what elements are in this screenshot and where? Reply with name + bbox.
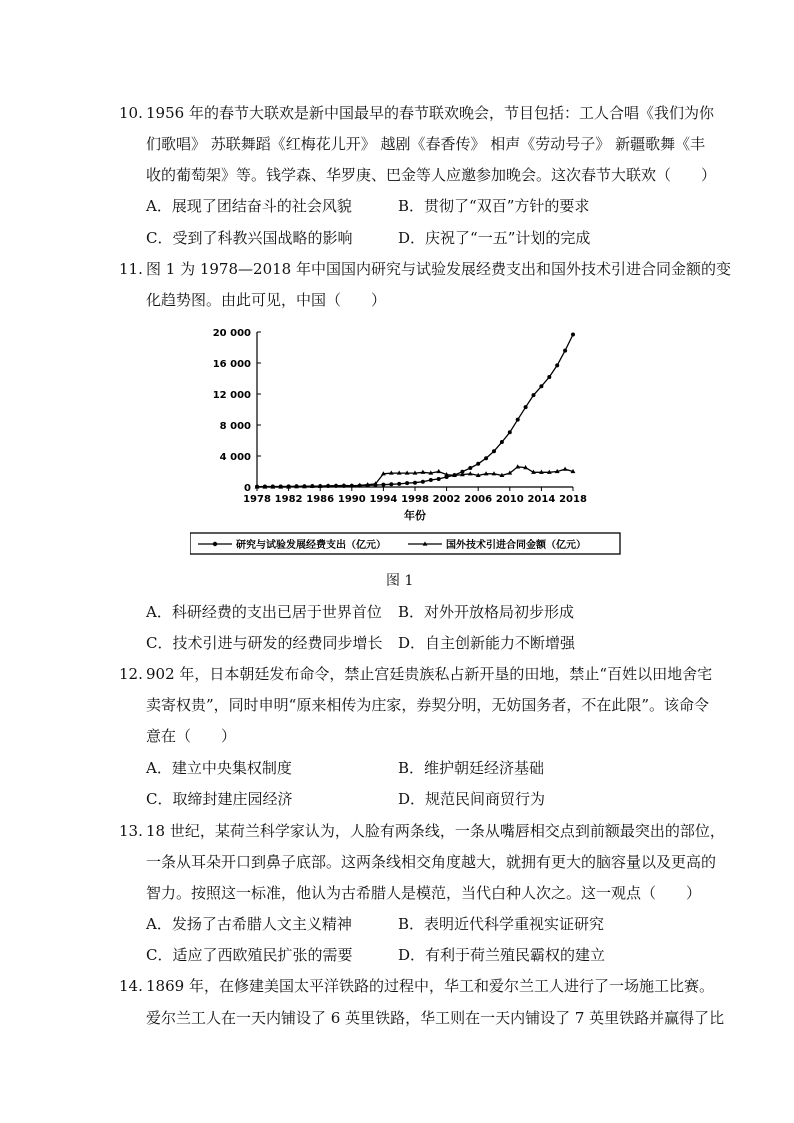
- question-text-line: 18 世纪，某荷兰科学家认为，人脸有两条线，一条从嘴唇相交点到前额最突出的部位，: [146, 822, 725, 840]
- question-text-line: 902 年，日本朝廷发布命令，禁止宫廷贵族私占新开垦的田地，禁止“百姓以田地舍宅: [146, 665, 713, 683]
- data-point-tech: [421, 470, 426, 474]
- figure-caption: 图 1: [386, 573, 414, 589]
- series-line-1: [257, 335, 573, 487]
- data-point-rd: [381, 483, 385, 487]
- question-text-line: 智力。按照这一标准，他认为古希腊人是模范，当代白种人次之。这一观点（ ）: [146, 884, 702, 902]
- option-b[interactable]: B．对外开放格局初步形成: [398, 603, 575, 621]
- question-number: 10.: [119, 104, 143, 122]
- data-point-rd: [421, 480, 425, 484]
- x-axis-title: 年份: [404, 509, 426, 522]
- legend-label-rd: 研究与试验发展经费支出（亿元）: [236, 540, 386, 551]
- data-point-tech: [563, 467, 568, 471]
- x-tick-label: 1990: [337, 494, 366, 505]
- data-point-rd: [413, 481, 417, 485]
- question-text-line: 一条从耳朵开口到鼻子底部。这两条线相交角度越大，就拥有更大的脑容量以及更高的: [146, 853, 717, 871]
- question-number: 12.: [119, 665, 143, 683]
- data-point-rd: [429, 478, 433, 482]
- question-text-line: 收的葡萄架》等。钱学森、华罗庚、巴金等人应邀参加晚会。这次春节大联欢（ ）: [146, 166, 717, 184]
- data-point-rd: [484, 456, 488, 460]
- data-point-rd: [524, 405, 528, 409]
- option-a[interactable]: A．建立中央集权制度: [146, 759, 292, 777]
- legend-marker-rd: [213, 542, 217, 546]
- option-a[interactable]: A．发扬了古希腊人文主义精神: [146, 915, 352, 933]
- question-text-line: 们歌唱》 苏联舞蹈《红梅花儿开》 越剧《春香传》 相声《劳动号子》 新疆歌舞《丰: [146, 135, 706, 153]
- x-tick-label: 1994: [369, 494, 398, 505]
- y-tick-label: 20 000: [212, 328, 251, 339]
- x-tick-label: 2010: [495, 494, 524, 505]
- data-point-rd: [571, 332, 575, 336]
- question-text-line: 图 1 为 1978—2018 年中国国内研究与试验发展经费支出和国外技术引进合同金额的变: [146, 260, 731, 278]
- question-text-line: 意在（ ）: [146, 727, 237, 745]
- data-point-rd: [405, 481, 409, 485]
- question-number: 14.: [119, 977, 143, 995]
- data-point-rd: [508, 430, 512, 434]
- data-point-rd: [555, 363, 559, 367]
- data-point-rd: [547, 375, 551, 379]
- data-point-rd: [492, 449, 496, 453]
- option-d[interactable]: D．自主创新能力不断增强: [398, 634, 576, 652]
- y-tick-label: 0: [244, 483, 251, 494]
- data-point-tech: [436, 469, 441, 473]
- option-c[interactable]: C．受到了科教兴国战略的影响: [146, 229, 353, 247]
- x-tick-label: 1978: [243, 494, 271, 505]
- option-c[interactable]: C．技术引进与研发的经费同步增长: [146, 634, 383, 652]
- data-point-rd: [500, 440, 504, 444]
- x-tick-label: 2018: [559, 494, 587, 505]
- y-tick-label: 12 000: [212, 390, 251, 401]
- x-tick-label: 2002: [432, 494, 461, 505]
- question-number: 11.: [119, 260, 143, 278]
- x-tick-label: 1986: [306, 494, 335, 505]
- question-text-line: 化趋势图。由此可见，中国（ ）: [146, 291, 387, 309]
- option-b[interactable]: B．表明近代科学重视实证研究: [398, 915, 605, 933]
- data-point-rd: [563, 349, 567, 353]
- data-point-rd: [389, 482, 393, 486]
- data-point-rd: [437, 477, 441, 481]
- question-number: 13.: [119, 822, 143, 840]
- figure-1-chart: [190, 322, 630, 562]
- line-chart: [190, 322, 630, 562]
- option-d[interactable]: D．庆祝了“一五”计划的完成: [398, 229, 591, 247]
- option-d[interactable]: D．有利于荷兰殖民霸权的建立: [398, 946, 606, 964]
- option-b[interactable]: B．贯彻了“双百”方针的要求: [398, 197, 590, 215]
- data-point-rd: [397, 482, 401, 486]
- question-text-line: 1869 年，在修建美国太平洋铁路的过程中，华工和爱尔兰工人进行了一场施工比赛。: [146, 977, 714, 995]
- data-point-rd: [516, 418, 520, 422]
- x-tick-label: 2006: [464, 494, 493, 505]
- x-tick-label: 2014: [527, 494, 556, 505]
- y-tick-label: 8 000: [219, 421, 251, 432]
- data-point-rd: [532, 393, 536, 397]
- data-point-rd: [468, 466, 472, 470]
- option-a[interactable]: A．科研经费的支出已居于世界首位: [146, 603, 382, 621]
- question-text-line: 1956 年的春节大联欢是新中国最早的春节联欢晚会，节目包括：工人合唱《我们为你: [146, 104, 714, 122]
- question-text-line: 爱尔兰工人在一天内铺设了 6 英里铁路，华工则在一天内铺设了 7 英里铁路并赢得了比: [146, 1009, 725, 1027]
- question-text-line: 卖寄权贵”，同时申明“原来相传为庄家，券契分明，无妨国务者，不在此限”。该命令: [146, 696, 710, 714]
- y-tick-label: 16 000: [212, 359, 251, 370]
- option-d[interactable]: D．规范民间商贸行为: [398, 790, 546, 808]
- x-tick-label: 1982: [274, 494, 303, 505]
- option-c[interactable]: C．取缔封建庄园经济: [146, 790, 293, 808]
- legend-label-tech: 国外技术引进合同金额（亿元）: [446, 540, 586, 551]
- option-a[interactable]: A．展现了团结奋斗的社会风貌: [146, 197, 352, 215]
- data-point-rd: [539, 384, 543, 388]
- option-c[interactable]: C．适应了西欧殖民扩张的需要: [146, 946, 353, 964]
- x-tick-label: 1998: [401, 494, 429, 505]
- option-b[interactable]: B．维护朝廷经济基础: [398, 759, 545, 777]
- data-point-rd: [476, 462, 480, 466]
- y-tick-label: 4 000: [219, 452, 251, 463]
